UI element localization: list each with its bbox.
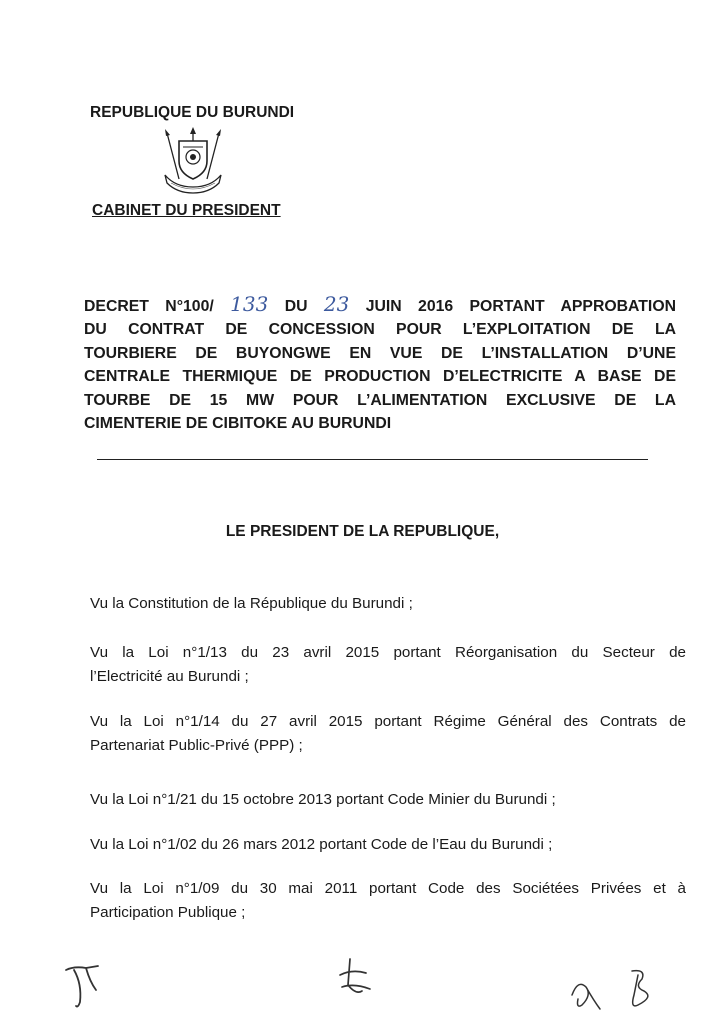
decree-title xyxy=(84,293,676,435)
visa-line: Vu la Constitution de la République du Burundi ; xyxy=(90,595,413,612)
handwritten-initials-signature xyxy=(336,955,376,1000)
visa-line: Vu la Loi n°1/13 du 23 avril 2015 portant Réorganisation du Secteur de xyxy=(90,644,686,661)
decree-title-line-3: TOURBIERE DE BUYONGWE EN VUE DE L’INSTALLATION D’UNE xyxy=(84,344,676,362)
visa-line: Vu la Loi n°1/02 du 26 mars 2012 portant Code de l’Eau du Burundi ; xyxy=(90,836,553,853)
handwritten-initials-signature xyxy=(60,962,110,1012)
visa-line: Vu la Loi n°1/14 du 27 avril 2015 portant Régime Général des Contrats de xyxy=(90,713,686,730)
decree-title-line-2: DU CONTRAT DE CONCESSION POUR L’EXPLOITATION DE LA xyxy=(84,321,676,339)
title-divider xyxy=(97,459,648,460)
decree-title-line-6: CIMENTERIE DE CIBITOKE AU BURUNDI xyxy=(84,415,392,433)
republic-heading: REPUBLIQUE DU BURUNDI xyxy=(90,104,295,121)
burundi-coat-of-arms-emblem xyxy=(153,127,233,197)
visa-paragraph xyxy=(90,877,686,925)
decree-prefix: DECRET N°100/ xyxy=(84,298,214,315)
handwritten-decree-number: 133 xyxy=(230,292,269,316)
visa-paragraph xyxy=(90,833,686,857)
decree-line1-rest: JUIN 2016 PORTANT APPROBATION xyxy=(365,298,677,315)
decree-title-line-1 xyxy=(84,293,676,318)
handwritten-initials-signature xyxy=(568,965,678,1015)
visa-line: Participation Publique ; xyxy=(90,904,246,921)
decree-du: DU xyxy=(284,298,308,315)
visa-line: Vu la Loi n°1/09 du 30 mai 2011 portant Code des Sociétées Privées et à xyxy=(90,880,686,897)
president-heading: LE PRESIDENT DE LA REPUBLIQUE, xyxy=(225,523,500,540)
visa-line: Partenariat Public-Privé (PPP) ; xyxy=(90,737,303,754)
visa-paragraph xyxy=(90,788,686,812)
visa-paragraph xyxy=(90,641,686,689)
cabinet-heading: CABINET DU PRESIDENT xyxy=(92,202,281,219)
decree-title-line-5: TOURBE DE 15 MW POUR L’ALIMENTATION EXCLUSIVE DE LA xyxy=(84,391,676,409)
visa-line: Vu la Loi n°1/21 du 15 octobre 2013 portant Code Minier du Burundi ; xyxy=(90,791,556,808)
visa-line: l’Electricité au Burundi ; xyxy=(90,668,249,685)
visa-paragraph xyxy=(90,592,686,616)
handwritten-decree-day: 23 xyxy=(323,292,350,316)
decree-title-line-4: CENTRALE THERMIQUE DE PRODUCTION D’ELECTRICITE A BASE DE xyxy=(84,368,676,386)
visa-paragraph xyxy=(90,710,686,758)
